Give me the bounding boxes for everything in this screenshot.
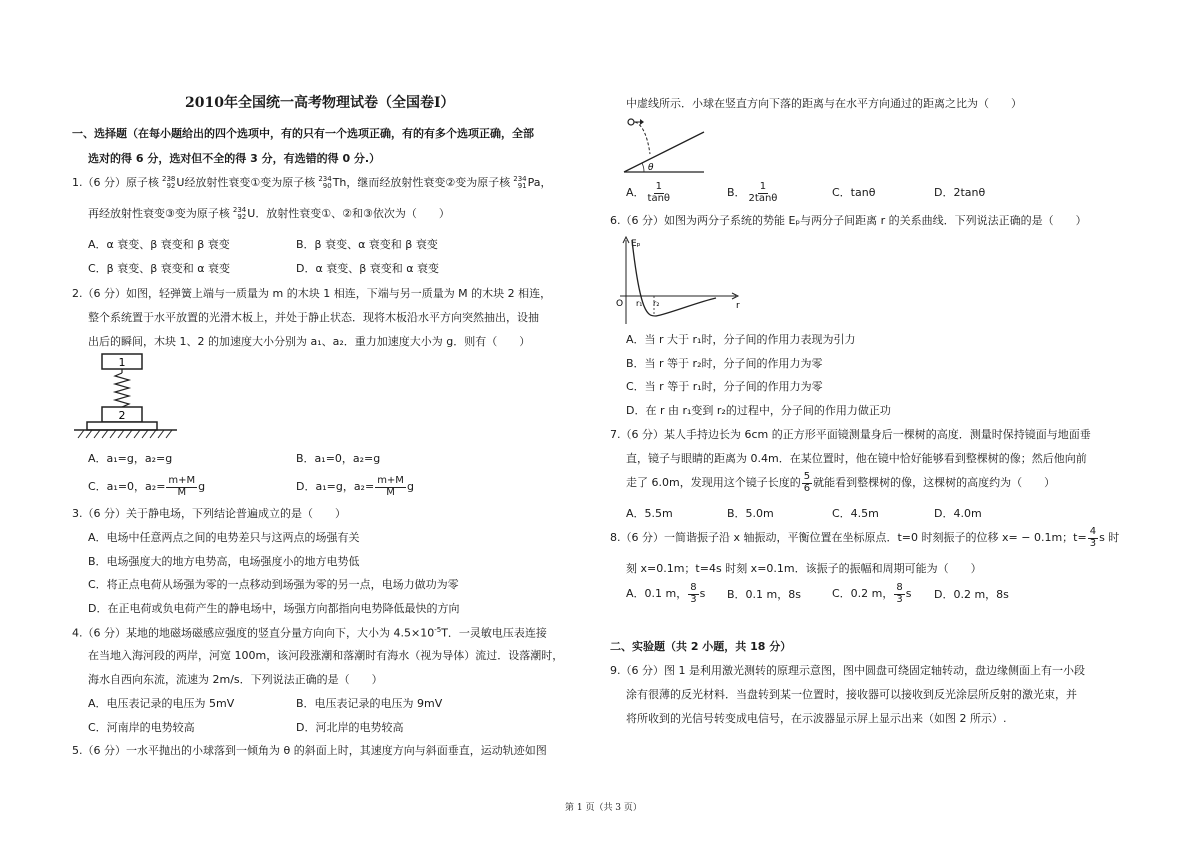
- q5-option-d: D．2tanθ: [934, 186, 986, 199]
- incline-figure: [620, 112, 710, 178]
- q4-option-b: B．电压表记录的电压为 9mV: [296, 697, 443, 710]
- q4-option-a: A．电压表记录的电压为 5mV: [88, 697, 235, 710]
- q3-option-c: C．将正点电荷从场强为零的一点移动到场强为零的另一点，电场力做功为零: [88, 578, 459, 591]
- q7-line2: 直，镜子与眼睛的距离为 0.4m．在某位置时，他在镜中恰好能够看到整棵树的像；然后他向前: [626, 452, 1087, 465]
- r2-label: r₂: [653, 299, 660, 308]
- block-1-label: 1: [118, 356, 126, 369]
- q3-option-b: B．电场强度大的地方电势高，电场强度小的地方电势低: [88, 555, 360, 568]
- nuclide-th234: 234 90: [318, 175, 332, 190]
- q5-line1: 5.（6 分）一水平抛出的小球落到一倾角为 θ 的斜面上时，其速度方向与斜面垂直，运动轨迹如图: [72, 744, 547, 757]
- q1-text: 1.（6 分）原子核: [72, 176, 159, 189]
- arrow-head: [640, 119, 644, 125]
- nuclide-u234: 234 92: [232, 206, 247, 221]
- angle-arc: [642, 163, 644, 172]
- trajectory-path: [635, 122, 650, 154]
- q7-line3: 走了 6.0m，发现用这个镜子长度的 $\frac{5}{6}$ 就能看到整棵树的像，这棵树的高度约为（ ）: [626, 471, 1056, 494]
- q3-option-d: D．在正电荷或负电荷产生的静电场中，场强方向都指向电势降低最快的方向: [88, 602, 460, 615]
- q2-option-a: A．a₁=g，a₂=g: [88, 452, 173, 465]
- q8-option-d: D．0.2 m，8s: [934, 588, 1009, 601]
- q9-line1: 9.（6 分）图 1 是利用激光测转的原理示意图，图中圆盘可绕固定轴转动，盘边缘侧面上有一小段: [610, 664, 1085, 677]
- section-2-heading: 二、实验题（共 2 小题，共 18 分）: [610, 640, 792, 653]
- q7-line1: 7.（6 分）某人手持边长为 6cm 的正方形平面镜测量身后一棵树的高度．测量时保持镜面与地面垂: [610, 428, 1091, 441]
- origin-label: O: [616, 299, 624, 309]
- q6-option-c: C．当 r 等于 r₁时，分子间的作用力为零: [626, 380, 823, 393]
- q7-option-c: C．4.5m: [832, 507, 879, 520]
- q3-option-a: A．电场中任意两点之间的电势差只与这两点的场强有关: [88, 531, 360, 544]
- q2-option-c: C．a₁=0，a₂= $\frac{m+M}{M}$ g: [88, 475, 206, 498]
- q1-option-b: B．β 衰变、α 衰变和 β 衰变: [296, 238, 438, 251]
- nuclide-pa234: 234 91: [513, 175, 527, 190]
- r1-label: r₁: [636, 299, 643, 308]
- q7-option-d: D．4.0m: [934, 507, 982, 520]
- q3-stem: 3.（6 分）关于静电场，下列结论普遍成立的是（ ）: [72, 507, 346, 520]
- q8-fraction: $\frac{4}{3}$: [1089, 526, 1097, 549]
- q8-option-c: C．0.2 m， $\frac{8}{3}$ s: [832, 582, 912, 605]
- q8-option-a: A．0.1 m， $\frac{8}{3}$ s: [626, 582, 706, 605]
- q6-option-b: B．当 r 等于 r₂时，分子间的作用力为零: [626, 357, 823, 370]
- q2-option-d: D．a₁=g，a₂= $\frac{m+M}{M}$ g: [296, 475, 414, 498]
- q6-option-a: A．当 r 大于 r₁时，分子间的作用力表现为引力: [626, 333, 856, 346]
- page-title: 2010年全国统一高考物理试卷（全国卷Ⅰ）: [185, 95, 455, 111]
- incline-surface: [624, 132, 704, 172]
- q9-line2: 涂有很薄的反光材料．当盘转到某一位置时，接收器可以接收到反光涂层所反射的激光束，并: [626, 688, 1077, 701]
- q5-line2: 中虚线所示．小球在竖直方向下落的距离与在水平方向通过的距离之比为（ ）: [626, 97, 1022, 110]
- q4-option-d: D．河北岸的电势较高: [296, 721, 404, 734]
- q4-line2: 在当地入海河段的两岸，河宽 100m，该河段涨潮和落潮时有海水（视为导体）流过．设落潮时，: [88, 649, 564, 662]
- q4-line1: 4.（6 分）某地的地磁场磁感应强度的竖直分量方向向下，大小为 $4.5\times 10^{-5}T$．一灵敏电压表连接: [72, 626, 547, 640]
- q7-option-a: A．5.5m: [626, 507, 673, 520]
- q4-option-c: C．河南岸的电势较高: [88, 721, 195, 734]
- q9-line3: 将所收到的光信号转变成电信号，在示波器显示屏上显示出来（如图 2 所示）.: [626, 712, 1007, 725]
- q1-line1: 1.（6 分）原子核 238 92 U经放射性衰变①变为原子核 234 90 Th，继而经放射性衰变②变为原子核 234 91 Pa，: [72, 175, 552, 190]
- q6-line1: 6.（6 分）如图为两分子系统的势能 Eₚ与两分子间距离 r 的关系曲线．下列说法正确的是（ ）: [610, 214, 1087, 227]
- block-2-label: 2: [118, 409, 126, 422]
- angle-label: θ: [648, 163, 654, 173]
- y-axis-label: Eₚ: [631, 239, 641, 249]
- q7-fraction: $\frac{5}{6}$: [803, 471, 811, 494]
- q2-c-fraction: $\frac{m+M}{M}$: [168, 475, 196, 498]
- section-1-heading-cont: 选对的得 6 分，选对但不全的得 3 分，有选错的得 0 分.）: [88, 152, 381, 165]
- ep-curve: [632, 240, 716, 316]
- nuclide-u238: 238 92: [162, 175, 176, 190]
- q1-option-c: C．β 衰变、β 衰变和 α 衰变: [88, 262, 230, 275]
- q8-option-b: B．0.1 m，8s: [727, 588, 801, 601]
- q8-line1: 8.（6 分）一简谐振子沿 x 轴振动，平衡位置在坐标原点．t=0 时刻振子的位移 x= − 0.1m；t= $\frac{4}{3}$ s 时: [610, 526, 1120, 549]
- spring: [115, 373, 129, 407]
- q5-option-a: A． $\frac{1}{\tan\theta}$: [626, 181, 671, 204]
- q4-line3: 海水自西向东流，流速为 2m/s．下列说法正确的是（ ）: [88, 673, 383, 686]
- q5-option-c: C．tanθ: [832, 186, 876, 199]
- q7-option-b: B．5.0m: [727, 507, 774, 520]
- ground-hatch: [78, 430, 172, 438]
- spring-blocks-figure: [72, 350, 182, 442]
- page-footer: 第 1 页（共 3 页）: [565, 803, 642, 813]
- section-1-heading: 一、选择题（在每小题给出的四个选项中，有的只有一个选项正确，有的有多个选项正确，全部: [72, 127, 534, 140]
- q2-option-b: B．a₁=0，a₂=g: [296, 452, 381, 465]
- q2-line1: 2.（6 分）如图，轻弹簧上端与一质量为 m 的木块 1 相连，下端与另一质量为 M 的木块 2 相连，: [72, 287, 552, 300]
- q5-option-b: B． $\frac{1}{2\tan\theta}$: [727, 181, 778, 204]
- potential-energy-graph: [608, 234, 743, 326]
- q6-option-d: D．在 r 由 r₁变到 r₂的过程中，分子间的作用力做正功: [626, 404, 891, 417]
- q2-line3: 出后的瞬间，木块 1、2 的加速度大小分别为 a₁、a₂．重力加速度大小为 g．则有（ ）: [88, 335, 531, 348]
- q2-d-fraction: $\frac{m+M}{M}$: [377, 475, 404, 498]
- ball: [628, 119, 634, 125]
- q8-line2: 刻 x=0.1m；t=4s 时刻 x=0.1m．该振子的振幅和周期可能为（ ）: [626, 562, 982, 575]
- x-axis-label: r: [736, 301, 740, 311]
- q1-option-d: D．α 衰变、β 衰变和 α 衰变: [296, 262, 439, 275]
- q1-option-a: A．α 衰变、β 衰变和 β 衰变: [88, 238, 230, 251]
- board: [87, 422, 157, 430]
- q1-line2: 再经放射性衰变③变为原子核 234 92 U．放射性衰变①、②和③依次为（ ）: [88, 206, 450, 221]
- q2-line2: 整个系统置于水平放置的光滑木板上，并处于静止状态．现将木板沿水平方向突然抽出，设抽: [88, 311, 539, 324]
